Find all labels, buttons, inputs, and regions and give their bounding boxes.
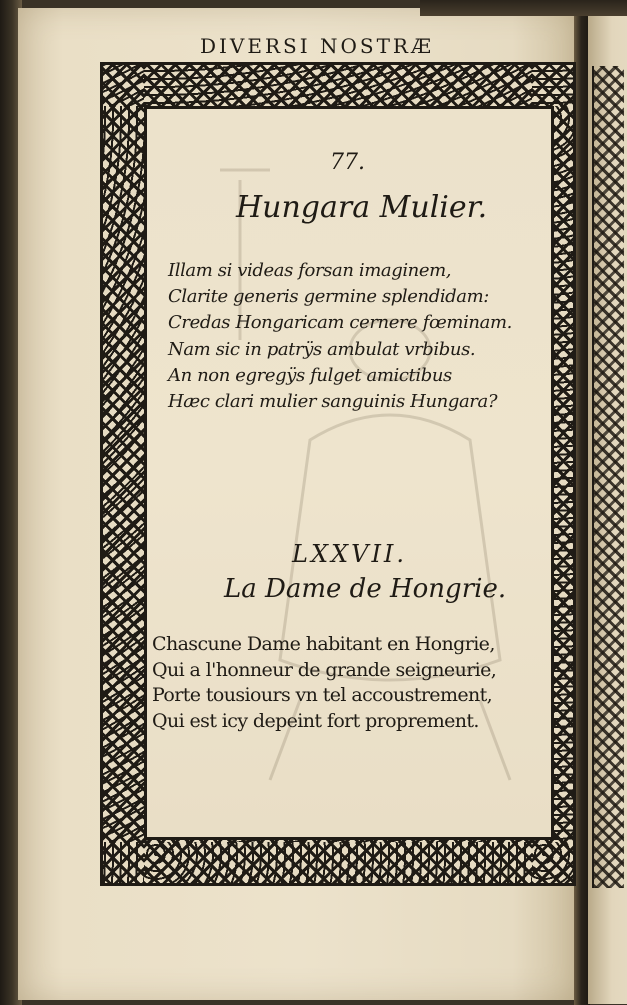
latin-title: Hungara Mulier. xyxy=(236,190,488,225)
verse-line: Chascune Dame habitant en Hongrie, xyxy=(152,633,495,655)
roman-numeral: LXXVII. xyxy=(292,540,408,568)
facing-page-border xyxy=(592,66,624,888)
verse-line: Clarite generis germine splendidam: xyxy=(168,286,489,308)
running-header: DIVERSI NOSTRÆ xyxy=(200,34,435,58)
french-verse xyxy=(152,632,544,734)
verse-line: Illam si videas forsan imaginem, xyxy=(168,260,452,281)
latin-verse xyxy=(168,258,548,415)
verse-line: Credas Hongaricam cernere fœminam. xyxy=(168,312,512,334)
verse-line: Qui est icy depeint fort proprement. xyxy=(152,709,479,732)
french-title: La Dame de Hongrie. xyxy=(224,574,507,604)
verse-line: An non egregÿs fulget amictibus xyxy=(168,364,452,386)
verse-line: Porte tousiours vn tel accoustrement, xyxy=(152,684,493,706)
verse-line: Qui a l'honneur de grande seigneurie, xyxy=(152,658,497,681)
verse-line: Hæc clari mulier sanguinis Hungara? xyxy=(168,391,498,413)
top-edge-shadow xyxy=(420,0,627,16)
verse-line: Nam sic in patrÿs ambulat vrbibus. xyxy=(168,338,476,360)
page-number: 77. xyxy=(330,150,365,175)
